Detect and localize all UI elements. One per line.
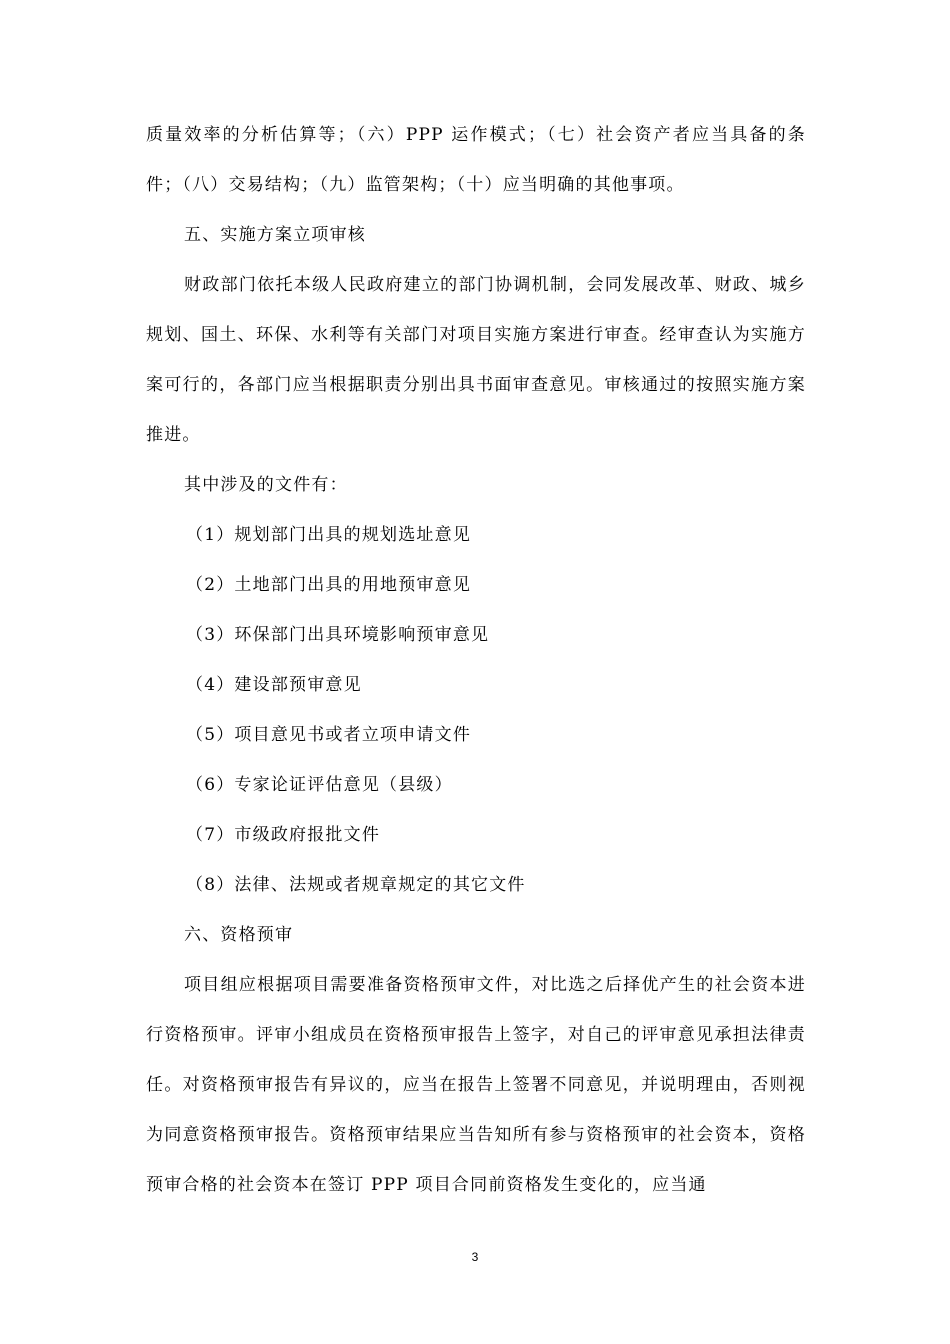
paragraph-6: 项目组应根据项目需要准备资格预审文件，对比选之后择优产生的社会资本进行资格预审。评审小组成员在资格预审报告上签字，对自己的评审意见承担法律责任。对资格预审报告有异议的，应当在报告上签署不同意见，并说明理由，否则视为同意资格预审报告。资格预审结果应当告知所有参与资格预审的社会资本，资格预审合格的社会资本在签订 PPP 项目合同前资格发生变化的，应当通 bbox=[146, 975, 806, 1195]
page-number: 3 bbox=[471, 1250, 479, 1264]
list-item: （3）环保部门出具环境影响预审意见 bbox=[186, 625, 490, 645]
list-item: （5）项目意见书或者立项申请文件 bbox=[186, 725, 472, 745]
files-intro: 其中涉及的文件有： bbox=[184, 475, 348, 495]
list-item: （7）市级政府报批文件 bbox=[186, 825, 381, 845]
paragraph-continued: 质量效率的分析估算等；（六）PPP 运作模式；（七）社会资产者应当具备的条件；（八）交易结构；（九）监管架构；（十）应当明确的其他事项。 bbox=[146, 125, 806, 195]
section-heading-6: 六、资格预审 bbox=[184, 925, 294, 945]
paragraph-5: 财政部门依托本级人民政府建立的部门协调机制，会同发展改革、财政、城乡规划、国土、环保、水利等有关部门对项目实施方案进行审查。经审查认为实施方案可行的，各部门应当根据职责分别出具书面审查意见。审核通过的按照实施方案推进。 bbox=[146, 275, 806, 445]
section-heading-5: 五、实施方案立项审核 bbox=[184, 225, 366, 245]
list-item: （4）建设部预审意见 bbox=[186, 675, 362, 695]
list-item: （6）专家论证评估意见（县级） bbox=[186, 775, 453, 795]
list-item: （1）规划部门出具的规划选址意见 bbox=[186, 525, 472, 545]
list-item: （8）法律、法规或者规章规定的其它文件 bbox=[186, 875, 526, 895]
list-item: （2）土地部门出具的用地预审意见 bbox=[186, 575, 472, 595]
